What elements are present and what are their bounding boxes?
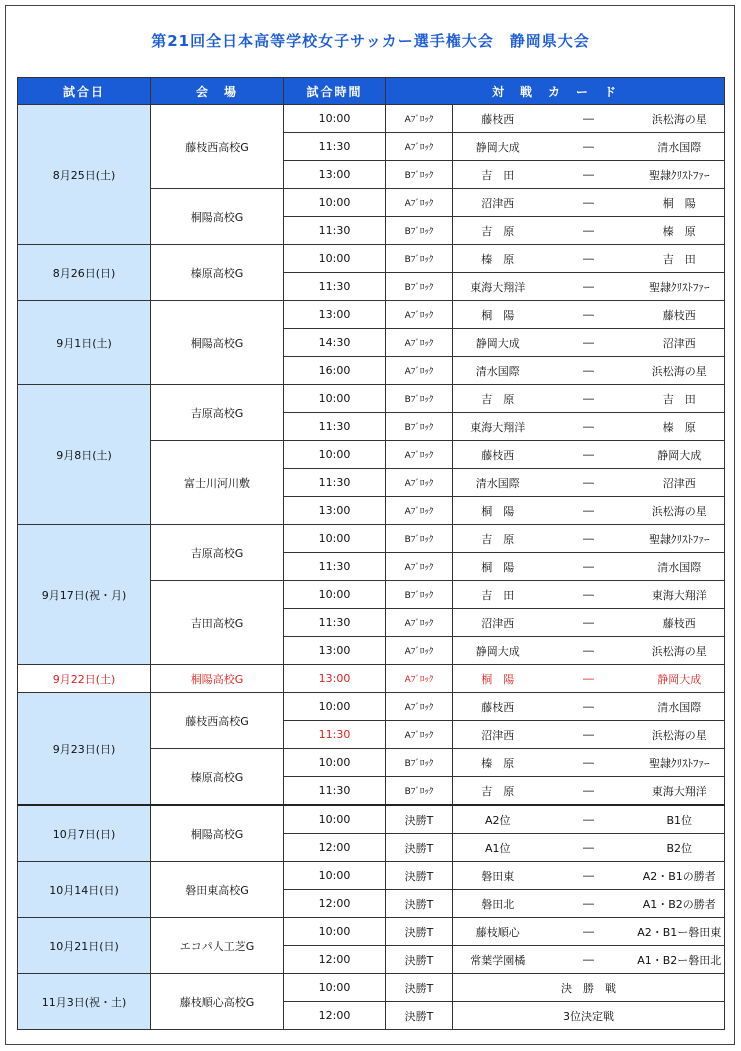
block-cell: Aﾌﾞﾛｯｸ (386, 553, 453, 581)
vs-dash: ― (543, 161, 635, 189)
block-cell: Aﾌﾞﾛｯｸ (386, 357, 453, 385)
vs-dash: ― (543, 777, 635, 806)
away-team: A1・B2の勝者 (635, 890, 725, 918)
match-time: 11:30 (284, 721, 386, 749)
vs-dash: ― (543, 721, 635, 749)
vs-dash: ― (543, 273, 635, 301)
away-team: 静岡大成 (635, 441, 725, 469)
vs-dash: ― (543, 133, 635, 161)
away-team: 藤枝西 (635, 609, 725, 637)
block-cell: 決勝T (386, 974, 453, 1002)
home-team: 桐 陽 (453, 553, 543, 581)
block-cell: Aﾌﾞﾛｯｸ (386, 497, 453, 525)
match-date: 9月23日(日) (18, 693, 151, 806)
venue-cell: 磐田東高校G (151, 862, 284, 918)
vs-dash: ― (543, 105, 635, 133)
final-match: 決 勝 戦 (453, 974, 725, 1002)
block-cell: Bﾌﾞﾛｯｸ (386, 777, 453, 806)
match-time: 11:30 (284, 273, 386, 301)
home-team: 藤枝西 (453, 105, 543, 133)
away-team: 浜松海の星 (635, 637, 725, 665)
match-time: 10:00 (284, 805, 386, 834)
match-time: 10:00 (284, 862, 386, 890)
venue-cell: 藤枝西高校G (151, 693, 284, 749)
away-team: B2位 (635, 834, 725, 862)
table-row (18, 862, 725, 890)
away-team: 榛 原 (635, 413, 725, 441)
block-cell: Aﾌﾞﾛｯｸ (386, 189, 453, 217)
match-time: 13:00 (284, 665, 386, 693)
away-team: A2・B1ー磐田東 (635, 918, 725, 946)
home-team: 吉 原 (453, 385, 543, 413)
match-time: 10:00 (284, 974, 386, 1002)
match-time: 11:30 (284, 133, 386, 161)
match-time: 10:00 (284, 525, 386, 553)
away-team: 聖隷ｸﾘｽﾄﾌｧｰ (635, 749, 725, 777)
block-cell: Aﾌﾞﾛｯｸ (386, 105, 453, 133)
home-team: 清水国際 (453, 469, 543, 497)
match-time: 13:00 (284, 161, 386, 189)
home-team: 清水国際 (453, 357, 543, 385)
match-date: 10月7日(日) (18, 805, 151, 862)
away-team: 東海大翔洋 (635, 581, 725, 609)
away-team: 沼津西 (635, 469, 725, 497)
match-time: 10:00 (284, 693, 386, 721)
home-team: 榛 原 (453, 245, 543, 273)
venue-cell: 富士川河川敷 (151, 441, 284, 525)
block-cell: 決勝T (386, 805, 453, 834)
vs-dash: ― (543, 693, 635, 721)
block-cell: Aﾌﾞﾛｯｸ (386, 693, 453, 721)
vs-dash: ― (543, 469, 635, 497)
vs-dash: ― (543, 441, 635, 469)
match-time: 10:00 (284, 441, 386, 469)
venue-cell: 榛原高校G (151, 245, 284, 301)
match-date: 9月22日(土) (18, 665, 151, 693)
home-team: 藤枝順心 (453, 918, 543, 946)
match-time: 13:00 (284, 301, 386, 329)
vs-dash: ― (543, 553, 635, 581)
away-team: 聖隷ｸﾘｽﾄﾌｧｰ (635, 161, 725, 189)
block-cell: Aﾌﾞﾛｯｸ (386, 301, 453, 329)
home-team: 磐田北 (453, 890, 543, 918)
match-date: 9月17日(祝・月) (18, 525, 151, 665)
home-team: A1位 (453, 834, 543, 862)
venue-cell: 藤枝西高校G (151, 105, 284, 189)
away-team: 清水国際 (635, 133, 725, 161)
home-team: 静岡大成 (453, 329, 543, 357)
header-date: 試合日 (18, 78, 151, 105)
match-time: 13:00 (284, 637, 386, 665)
vs-dash: ― (543, 609, 635, 637)
away-team: 東海大翔洋 (635, 777, 725, 806)
home-team: 吉 田 (453, 581, 543, 609)
block-cell: Aﾌﾞﾛｯｸ (386, 469, 453, 497)
vs-dash: ― (543, 918, 635, 946)
home-team: 藤枝西 (453, 441, 543, 469)
home-team: 常葉学園橘 (453, 946, 543, 974)
table-row-highlighted (18, 665, 725, 693)
schedule-table (17, 77, 725, 1030)
match-date: 8月26日(日) (18, 245, 151, 301)
table-row (18, 805, 725, 834)
vs-dash: ― (543, 385, 635, 413)
header-row (18, 78, 725, 105)
match-time: 11:30 (284, 469, 386, 497)
vs-dash: ― (543, 637, 635, 665)
block-cell: Bﾌﾞﾛｯｸ (386, 217, 453, 245)
vs-dash: ― (543, 497, 635, 525)
vs-dash: ― (543, 525, 635, 553)
page-title: 第21回全日本高等学校女子サッカー選手権大会 静岡県大会 (151, 32, 590, 50)
vs-dash: ― (543, 217, 635, 245)
match-time: 16:00 (284, 357, 386, 385)
match-time: 10:00 (284, 385, 386, 413)
venue-cell: 藤枝順心高校G (151, 974, 284, 1030)
match-time: 10:00 (284, 749, 386, 777)
venue-cell: 桐陽高校G (151, 805, 284, 862)
home-team: 沼津西 (453, 609, 543, 637)
match-time: 11:30 (284, 553, 386, 581)
match-date: 11月3日(祝・土) (18, 974, 151, 1030)
home-team: 静岡大成 (453, 133, 543, 161)
match-time: 11:30 (284, 609, 386, 637)
venue-cell: 桐陽高校G (151, 301, 284, 385)
vs-dash: ― (543, 946, 635, 974)
away-team: 桐 陽 (635, 189, 725, 217)
third-place-match: 3位決定戦 (453, 1002, 725, 1030)
home-team: 磐田東 (453, 862, 543, 890)
match-time: 10:00 (284, 189, 386, 217)
block-cell: Aﾌﾞﾛｯｸ (386, 441, 453, 469)
match-date: 10月21日(日) (18, 918, 151, 974)
match-time: 11:30 (284, 777, 386, 806)
away-team: 吉 田 (635, 245, 725, 273)
table-row (18, 385, 725, 413)
home-team: 吉 原 (453, 217, 543, 245)
away-team: 清水国際 (635, 553, 725, 581)
match-date: 10月14日(日) (18, 862, 151, 918)
venue-cell: エコパ人工芝G (151, 918, 284, 974)
match-date: 8月25日(土) (18, 105, 151, 245)
venue-cell: 吉原高校G (151, 385, 284, 441)
block-cell: 決勝T (386, 946, 453, 974)
header-time: 試合時間 (284, 78, 386, 105)
vs-dash: ― (543, 862, 635, 890)
vs-dash: ― (543, 665, 635, 693)
block-cell: 決勝T (386, 1002, 453, 1030)
match-date: 9月1日(土) (18, 301, 151, 385)
home-team: 藤枝西 (453, 693, 543, 721)
home-team: 桐 陽 (453, 301, 543, 329)
away-team: 聖隷ｸﾘｽﾄﾌｧｰ (635, 273, 725, 301)
block-cell: Aﾌﾞﾛｯｸ (386, 329, 453, 357)
match-time: 12:00 (284, 1002, 386, 1030)
header-card: 対 戦 カ ー ド (386, 78, 725, 105)
table-row (18, 693, 725, 721)
away-team: 清水国際 (635, 693, 725, 721)
vs-dash: ― (543, 581, 635, 609)
away-team: 静岡大成 (635, 665, 725, 693)
away-team: B1位 (635, 805, 725, 834)
away-team: 吉 田 (635, 385, 725, 413)
home-team: 榛 原 (453, 749, 543, 777)
home-team: 桐 陽 (453, 665, 543, 693)
away-team: 沼津西 (635, 329, 725, 357)
match-time: 12:00 (284, 834, 386, 862)
block-cell: Bﾌﾞﾛｯｸ (386, 413, 453, 441)
header-venue: 会 場 (151, 78, 284, 105)
match-time: 13:00 (284, 497, 386, 525)
away-team: 浜松海の星 (635, 497, 725, 525)
home-team: 吉 原 (453, 777, 543, 806)
block-cell: Bﾌﾞﾛｯｸ (386, 749, 453, 777)
venue-cell: 桐陽高校G (151, 665, 284, 693)
venue-cell: 桐陽高校G (151, 189, 284, 245)
table-row (18, 918, 725, 946)
home-team: 静岡大成 (453, 637, 543, 665)
block-cell: Bﾌﾞﾛｯｸ (386, 161, 453, 189)
match-time: 12:00 (284, 890, 386, 918)
home-team: 吉 田 (453, 161, 543, 189)
away-team: 聖隷ｸﾘｽﾄﾌｧｰ (635, 525, 725, 553)
away-team: 藤枝西 (635, 301, 725, 329)
away-team: 榛 原 (635, 217, 725, 245)
match-time: 11:30 (284, 217, 386, 245)
block-cell: 決勝T (386, 834, 453, 862)
home-team: 東海大翔洋 (453, 273, 543, 301)
table-row (18, 974, 725, 1002)
vs-dash: ― (543, 245, 635, 273)
away-team: A1・B2ー磐田北 (635, 946, 725, 974)
table-row (18, 105, 725, 133)
block-cell: Aﾌﾞﾛｯｸ (386, 637, 453, 665)
vs-dash: ― (543, 749, 635, 777)
block-cell: Bﾌﾞﾛｯｸ (386, 245, 453, 273)
block-cell: Bﾌﾞﾛｯｸ (386, 581, 453, 609)
venue-cell: 吉田高校G (151, 581, 284, 665)
home-team: 沼津西 (453, 189, 543, 217)
vs-dash: ― (543, 189, 635, 217)
block-cell: Bﾌﾞﾛｯｸ (386, 525, 453, 553)
home-team: 東海大翔洋 (453, 413, 543, 441)
vs-dash: ― (543, 329, 635, 357)
match-time: 10:00 (284, 918, 386, 946)
home-team: 吉 原 (453, 525, 543, 553)
block-cell: Aﾌﾞﾛｯｸ (386, 609, 453, 637)
home-team: 桐 陽 (453, 497, 543, 525)
block-cell: 決勝T (386, 862, 453, 890)
venue-cell: 榛原高校G (151, 749, 284, 806)
vs-dash: ― (543, 357, 635, 385)
block-cell: 決勝T (386, 890, 453, 918)
table-row (18, 525, 725, 553)
block-cell: 決勝T (386, 918, 453, 946)
vs-dash: ― (543, 805, 635, 834)
block-cell: Aﾌﾞﾛｯｸ (386, 665, 453, 693)
match-time: 14:30 (284, 329, 386, 357)
match-date: 9月8日(土) (18, 385, 151, 525)
block-cell: Bﾌﾞﾛｯｸ (386, 273, 453, 301)
table-row (18, 245, 725, 273)
home-team: 沼津西 (453, 721, 543, 749)
block-cell: Aﾌﾞﾛｯｸ (386, 721, 453, 749)
home-team: A2位 (453, 805, 543, 834)
match-time: 11:30 (284, 413, 386, 441)
vs-dash: ― (543, 413, 635, 441)
vs-dash: ― (543, 301, 635, 329)
vs-dash: ― (543, 834, 635, 862)
away-team: A2・B1の勝者 (635, 862, 725, 890)
match-time: 10:00 (284, 245, 386, 273)
block-cell: Aﾌﾞﾛｯｸ (386, 133, 453, 161)
block-cell: Bﾌﾞﾛｯｸ (386, 385, 453, 413)
away-team: 浜松海の星 (635, 105, 725, 133)
away-team: 浜松海の星 (635, 357, 725, 385)
table-row (18, 301, 725, 329)
away-team: 浜松海の星 (635, 721, 725, 749)
match-time: 10:00 (284, 105, 386, 133)
match-time: 10:00 (284, 581, 386, 609)
venue-cell: 吉原高校G (151, 525, 284, 581)
match-time: 12:00 (284, 946, 386, 974)
vs-dash: ― (543, 890, 635, 918)
